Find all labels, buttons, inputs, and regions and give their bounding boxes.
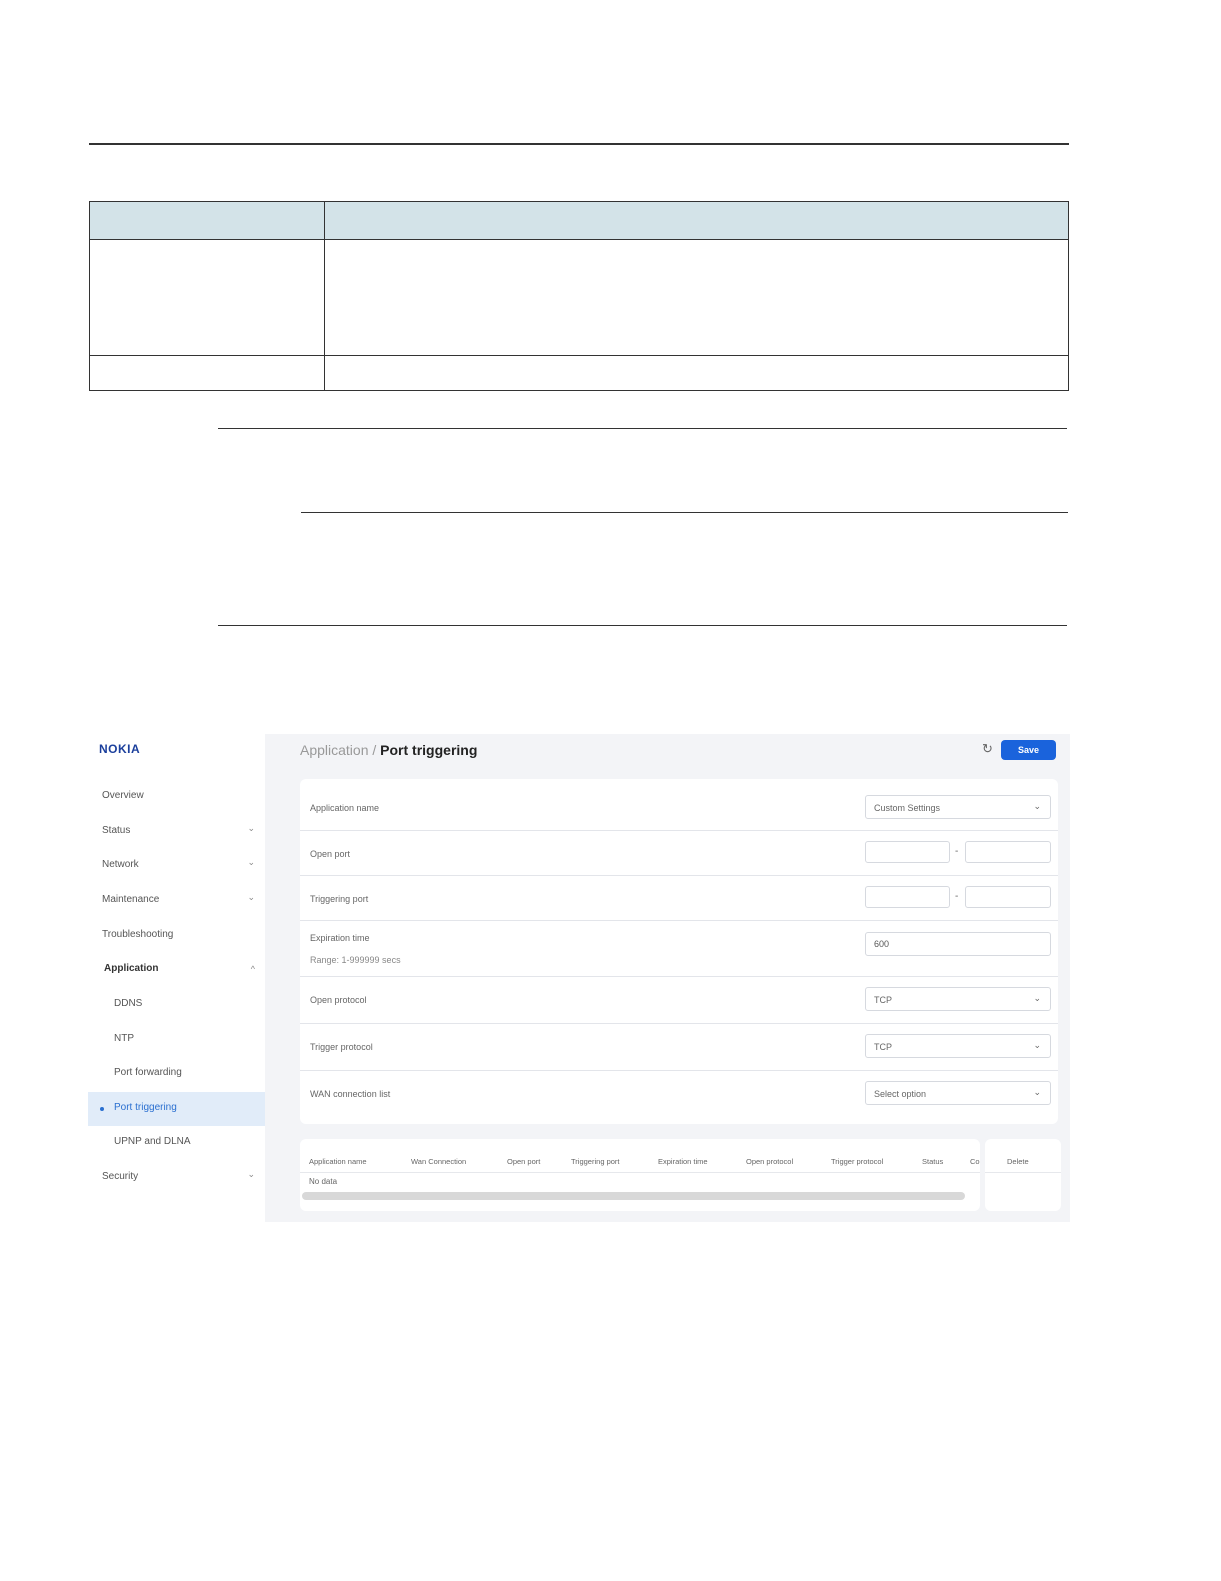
table-header-row [90, 202, 1068, 240]
sidebar-item-ddns[interactable] [88, 988, 265, 1022]
column-header: Open port [507, 1157, 541, 1166]
sidebar-item-label: Application [104, 963, 159, 974]
main-content [265, 734, 1070, 1222]
active-indicator-dot [100, 1107, 104, 1111]
sidebar-item-status[interactable] [88, 815, 265, 849]
sidebar-item-overview[interactable] [88, 780, 265, 814]
save-button[interactable]: Save [1001, 740, 1056, 760]
form-row-expiration-time [300, 920, 1058, 977]
expiration-time-input[interactable] [865, 932, 1051, 956]
port-triggering-table [300, 1139, 980, 1211]
page-title: Port triggering [380, 742, 478, 758]
top-rule [89, 143, 1069, 145]
column-header-delete: Delete [1007, 1157, 1029, 1166]
chevron-down-icon: ⌄ [247, 1169, 255, 1179]
field-label: Triggering port [310, 894, 369, 904]
sidebar-item-label: NTP [114, 1033, 134, 1044]
port-range-separator: - [955, 846, 959, 857]
chevron-down-icon: ⌄ [1033, 993, 1041, 1003]
breadcrumb-parent[interactable]: Application / [300, 742, 377, 758]
sidebar-item-label: DDNS [114, 998, 143, 1009]
chevron-up-icon: ^ [250, 964, 255, 974]
table-delete-column [985, 1139, 1061, 1211]
table-column-divider [324, 202, 325, 390]
note-rule-middle [301, 512, 1068, 513]
sidebar-item-label: Network [102, 859, 139, 870]
chevron-down-icon: ⌄ [247, 892, 255, 902]
sidebar-item-upnp-dlna[interactable] [88, 1126, 265, 1160]
open-port-start-input[interactable] [865, 841, 950, 863]
select-value: Custom Settings [874, 803, 941, 813]
open-port-end-input[interactable] [965, 841, 1051, 863]
column-header: Status [922, 1157, 944, 1166]
form-row-open-protocol [300, 976, 1058, 1024]
column-header: Expiration time [658, 1157, 708, 1166]
sidebar-item-ntp[interactable] [88, 1023, 265, 1057]
column-header: Co [970, 1157, 980, 1166]
document-table [89, 201, 1069, 391]
horizontal-scrollbar[interactable] [302, 1192, 965, 1200]
select-value: Select option [874, 1089, 927, 1099]
select-value: TCP [874, 1042, 892, 1052]
note-rule-bottom [218, 625, 1067, 626]
field-label: Trigger protocol [310, 1042, 373, 1052]
field-label: Open port [310, 849, 351, 859]
sidebar-item-label: Overview [102, 790, 144, 801]
form-row-application-name [300, 779, 1058, 831]
field-label: Expiration time [310, 933, 370, 943]
chevron-down-icon: ⌄ [247, 857, 255, 867]
field-label: WAN connection list [310, 1089, 391, 1099]
table-row-divider [90, 355, 1068, 356]
sidebar-item-maintenance[interactable] [88, 884, 265, 918]
refresh-icon[interactable]: ↻ [982, 741, 993, 756]
column-header: Trigger protocol [831, 1157, 884, 1166]
trigger-protocol-select[interactable] [865, 1034, 1051, 1058]
sidebar-item-label: UPNP and DLNA [114, 1136, 191, 1147]
chevron-down-icon: ⌄ [1033, 1087, 1041, 1097]
field-hint: Range: 1-999999 secs [310, 955, 401, 965]
table-header-divider [985, 1172, 1061, 1173]
form-row-open-port [300, 830, 1058, 876]
sidebar-item-network[interactable] [88, 849, 265, 883]
chevron-down-icon: ⌄ [1033, 1040, 1041, 1050]
sidebar-item-label: Port triggering [114, 1102, 177, 1113]
field-label: Application name [310, 803, 380, 813]
sidebar-item-security[interactable] [88, 1161, 265, 1195]
select-value: TCP [874, 995, 892, 1005]
triggering-port-start-input[interactable] [865, 886, 950, 908]
chevron-down-icon: ⌄ [247, 823, 255, 833]
triggering-port-end-input[interactable] [965, 886, 1051, 908]
sidebar-item-label: Troubleshooting [102, 929, 174, 940]
sidebar-item-label: Port forwarding [114, 1067, 182, 1078]
sidebar-item-label: Security [102, 1171, 139, 1182]
sidebar-item-label: Status [102, 825, 131, 836]
column-header: Open protocol [746, 1157, 794, 1166]
sidebar-item-label: Maintenance [102, 894, 160, 905]
empty-table-message: No data [309, 1177, 338, 1186]
breadcrumb [300, 742, 477, 758]
form-row-wan-connection-list [300, 1070, 1058, 1124]
chevron-down-icon: ⌄ [1033, 801, 1041, 811]
column-header: Application name [309, 1157, 367, 1166]
form-row-triggering-port [300, 875, 1058, 921]
wan-connection-select[interactable] [865, 1081, 1051, 1105]
sidebar-item-port-triggering[interactable] [88, 1092, 265, 1126]
field-label: Open protocol [310, 995, 367, 1005]
open-protocol-select[interactable] [865, 987, 1051, 1011]
table-header-divider [300, 1172, 980, 1173]
sidebar [88, 734, 265, 1222]
note-rule-top [218, 428, 1067, 429]
sidebar-item-port-forwarding[interactable] [88, 1057, 265, 1091]
application-name-select[interactable] [865, 795, 1051, 819]
column-header: Wan Connection [411, 1157, 467, 1166]
port-triggering-form [300, 779, 1058, 1124]
nokia-logo: NOKIA [99, 742, 141, 756]
form-row-trigger-protocol [300, 1023, 1058, 1071]
port-range-separator: - [955, 891, 959, 902]
sidebar-item-troubleshooting[interactable] [88, 919, 265, 953]
sidebar-item-application[interactable] [88, 953, 265, 987]
port-triggering-screenshot [88, 734, 1070, 1222]
column-header: Triggering port [571, 1157, 620, 1166]
